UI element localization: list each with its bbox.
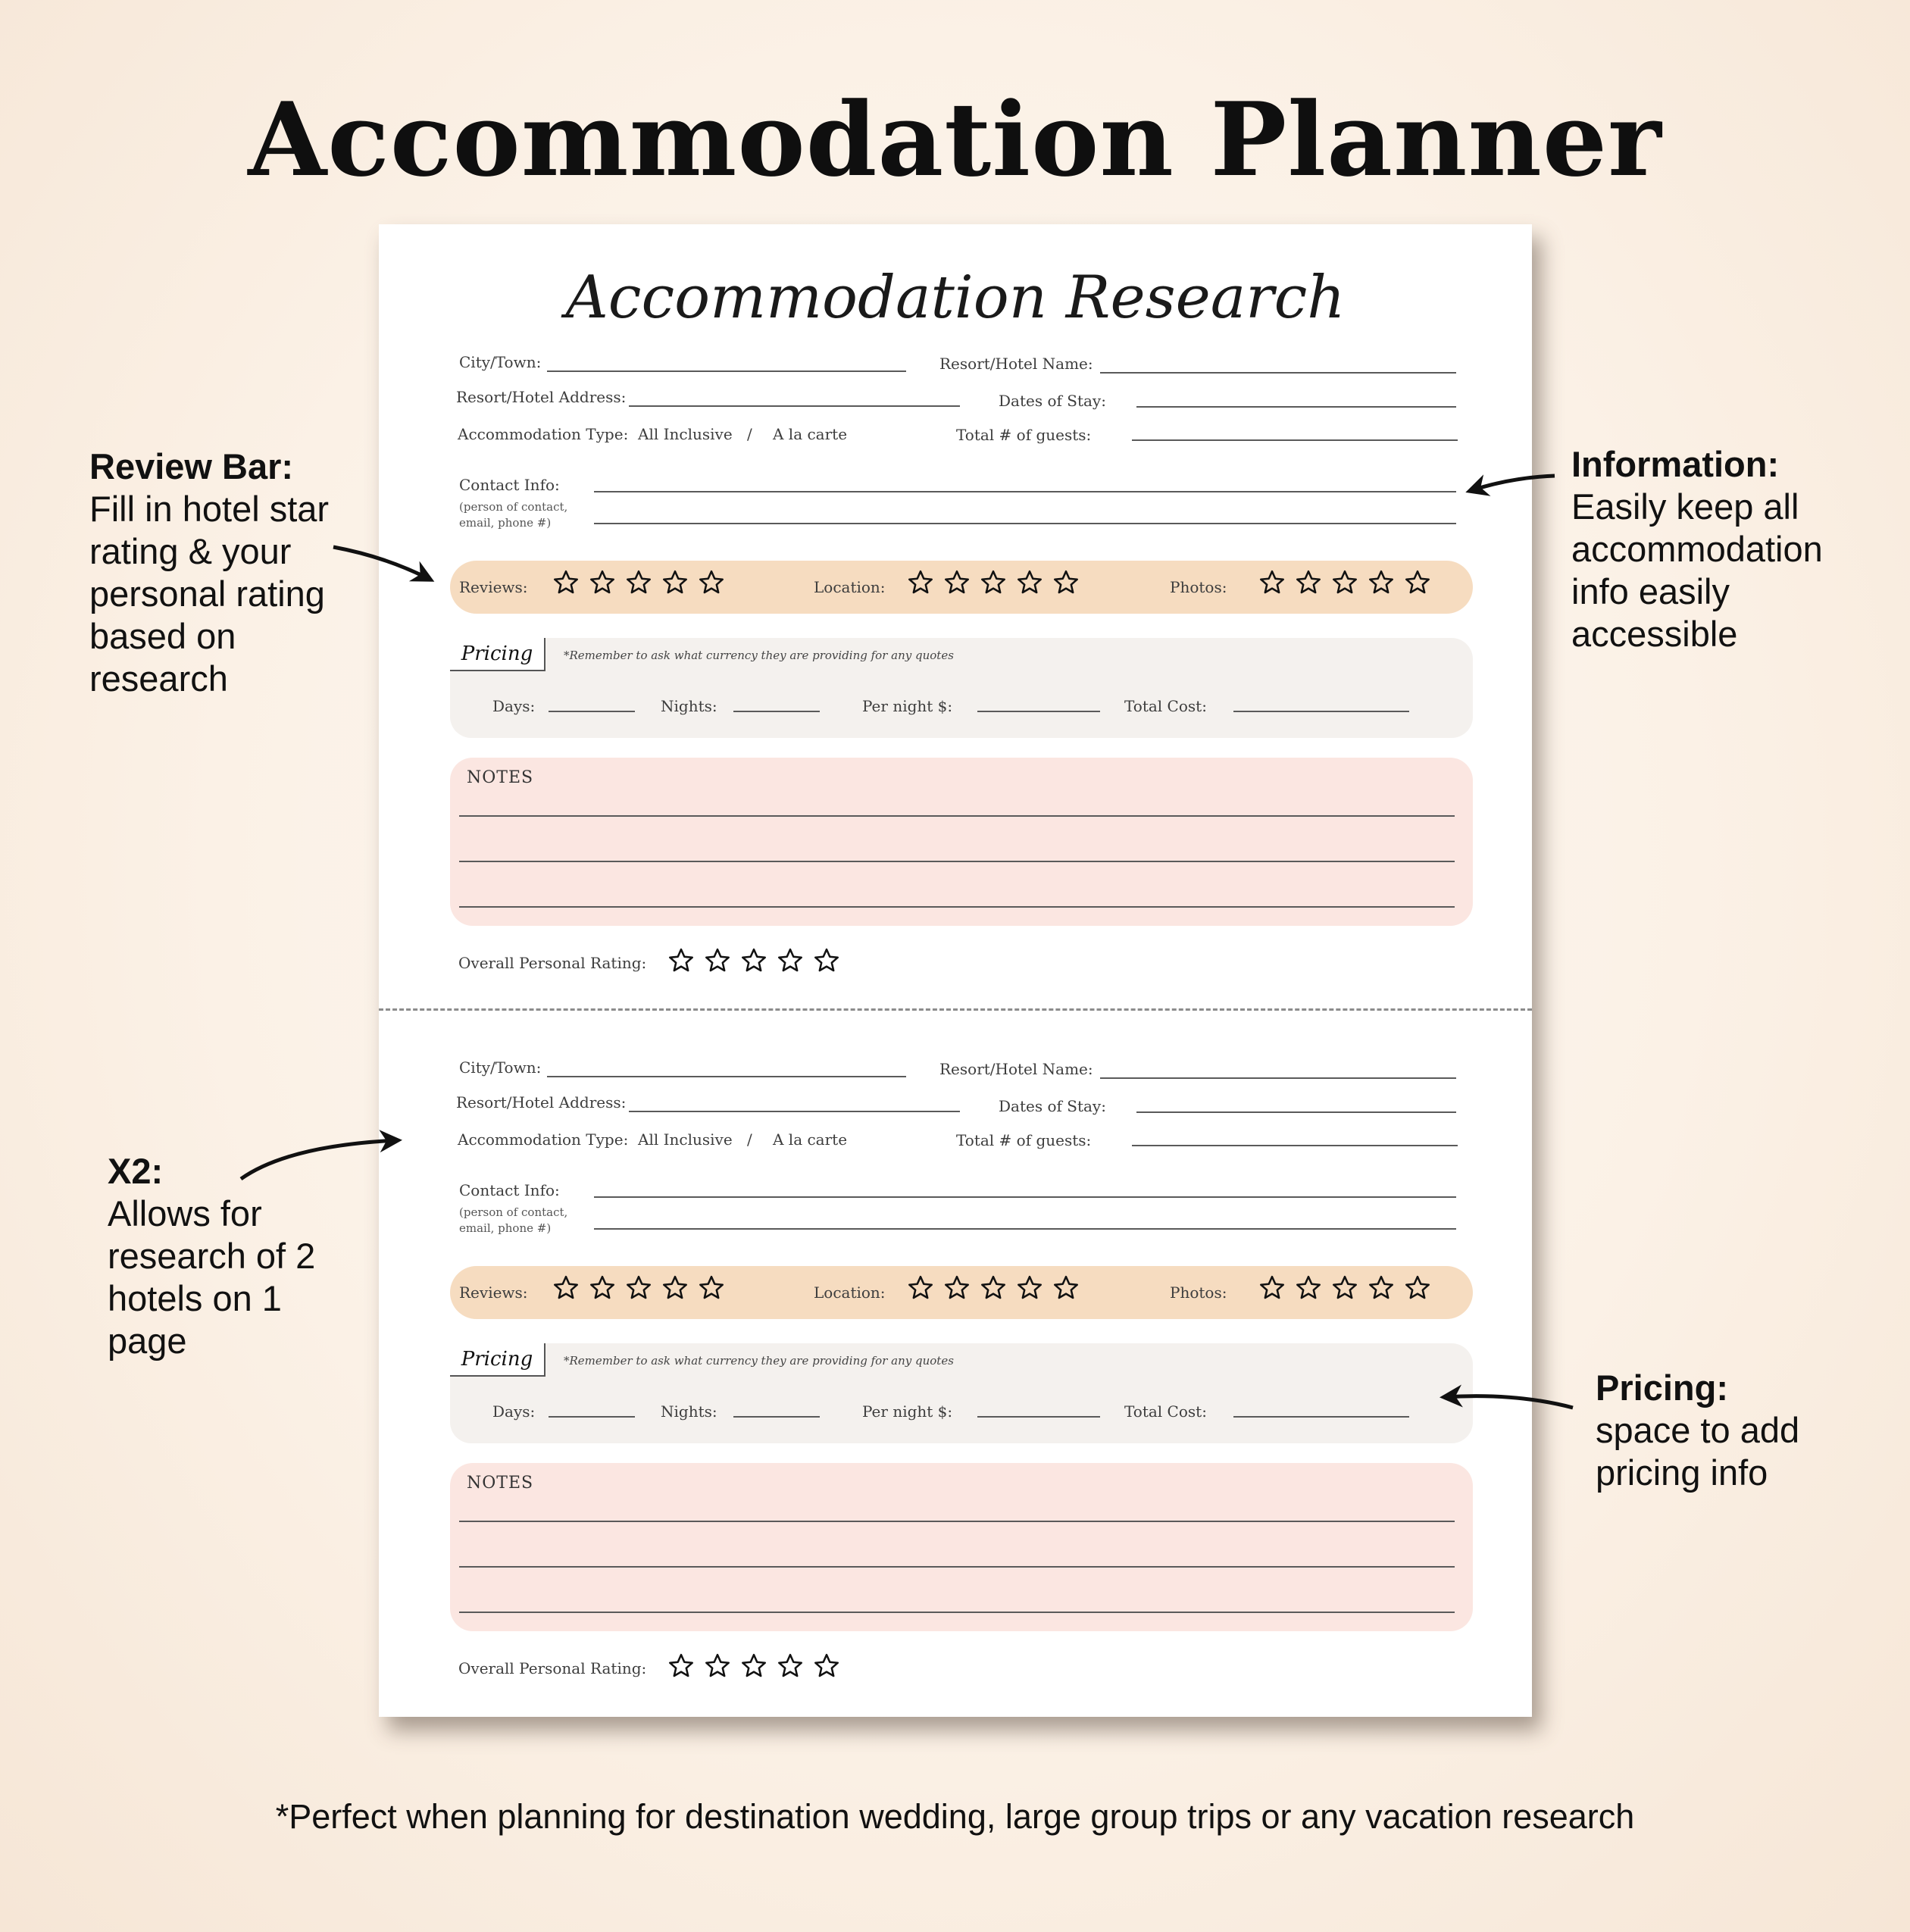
review-bar [450, 1266, 1473, 1319]
contact-sublabel: (person of contact, email, phone #) [459, 1205, 568, 1235]
star-outline-icon[interactable] [624, 568, 653, 597]
annotation-heading: X2: [108, 1151, 164, 1191]
total-cost-line[interactable] [1233, 711, 1409, 712]
contact-label: Contact Info: [459, 476, 560, 494]
star-outline-icon[interactable] [661, 1274, 689, 1302]
annotation-x2 [108, 1150, 315, 1362]
overall-rating-stars[interactable] [667, 1652, 841, 1680]
contact-line-1[interactable] [594, 1196, 1456, 1198]
research-section-1 [379, 224, 1532, 972]
page-title: Accommodation Planner [248, 80, 1662, 199]
sheet-title: Accommodation Research [565, 264, 1346, 332]
star-outline-icon[interactable] [1294, 568, 1323, 597]
star-outline-icon[interactable] [1052, 1274, 1080, 1302]
notes-box [450, 1463, 1473, 1631]
guests-label: Total # of guests: [956, 1131, 1092, 1149]
reviews-label: Reviews: [459, 1283, 528, 1302]
type-option-a-la-carte[interactable]: A la carte [773, 425, 848, 443]
address-line[interactable] [629, 405, 960, 407]
star-outline-icon[interactable] [906, 568, 935, 597]
star-outline-icon[interactable] [697, 568, 726, 597]
star-outline-icon[interactable] [703, 1652, 732, 1680]
star-outline-icon[interactable] [1015, 568, 1044, 597]
days-line[interactable] [549, 711, 635, 712]
review-bar [450, 561, 1473, 614]
per-night-label: Per night $: [862, 1402, 953, 1421]
per-night-line[interactable] [977, 711, 1100, 712]
type-option-a-la-carte[interactable]: A la carte [773, 1130, 848, 1149]
pricing-box [450, 1343, 1473, 1443]
star-outline-icon[interactable] [697, 1274, 726, 1302]
pricing-box [450, 638, 1473, 738]
nights-label: Nights: [661, 697, 717, 715]
star-outline-icon[interactable] [1294, 1274, 1323, 1302]
star-outline-icon[interactable] [588, 568, 617, 597]
photos-stars[interactable] [1258, 1274, 1432, 1302]
per-night-label: Per night $: [862, 697, 953, 715]
type-separator: / [747, 425, 752, 443]
research-section-2 [379, 930, 1532, 1677]
annotation-body: Fill in hotel star rating & your personal rating based on research [89, 489, 330, 699]
star-outline-icon[interactable] [588, 1274, 617, 1302]
reviews-label: Reviews: [459, 578, 528, 596]
annotation-body: space to add pricing info [1596, 1410, 1800, 1493]
annotation-body: Easily keep all accommodation info easily accessible [1571, 486, 1823, 654]
star-outline-icon[interactable] [552, 568, 580, 597]
contact-line-2[interactable] [594, 523, 1456, 524]
city-line[interactable] [547, 370, 906, 372]
star-outline-icon[interactable] [1330, 568, 1359, 597]
star-outline-icon[interactable] [1015, 1274, 1044, 1302]
star-outline-icon[interactable] [776, 1652, 805, 1680]
dates-line[interactable] [1136, 406, 1456, 408]
annotation-heading: Pricing: [1596, 1368, 1728, 1408]
notes-line-3[interactable] [459, 906, 1455, 908]
nights-label: Nights: [661, 1402, 717, 1421]
star-outline-icon[interactable] [1403, 1274, 1432, 1302]
pricing-tab: Pricing [450, 1343, 545, 1377]
star-outline-icon[interactable] [552, 1274, 580, 1302]
address-label: Resort/Hotel Address: [456, 388, 627, 406]
city-label: City/Town: [459, 1058, 542, 1077]
annotation-heading: Review Bar: [89, 446, 294, 486]
pricing-note: *Remember to ask what currency they are providing for any quotes [564, 649, 954, 662]
contact-line-2[interactable] [594, 1228, 1456, 1230]
annotation-pricing [1596, 1367, 1799, 1494]
pricing-tab: Pricing [450, 638, 545, 671]
type-option-all-inclusive[interactable]: All Inclusive [638, 425, 733, 443]
hotel-name-label: Resort/Hotel Name: [939, 355, 1093, 373]
star-outline-icon[interactable] [739, 1652, 768, 1680]
star-outline-icon[interactable] [667, 1652, 696, 1680]
overall-rating-label: Overall Personal Rating: [458, 1659, 647, 1677]
city-line[interactable] [547, 1076, 906, 1077]
overall-rating-label: Overall Personal Rating: [458, 954, 647, 972]
star-outline-icon[interactable] [1367, 568, 1396, 597]
total-cost-line[interactable] [1233, 1416, 1409, 1418]
notes-box [450, 758, 1473, 926]
notes-label: NOTES [467, 1474, 534, 1493]
dates-line[interactable] [1136, 1111, 1456, 1113]
star-outline-icon[interactable] [1330, 1274, 1359, 1302]
reviews-stars[interactable] [552, 1274, 726, 1302]
notes-line-2[interactable] [459, 1566, 1455, 1568]
type-label: Accommodation Type: [458, 1130, 629, 1149]
guests-line[interactable] [1132, 439, 1458, 441]
days-line[interactable] [549, 1416, 635, 1418]
star-outline-icon[interactable] [1367, 1274, 1396, 1302]
guests-line[interactable] [1132, 1145, 1458, 1146]
guests-label: Total # of guests: [956, 426, 1092, 444]
address-label: Resort/Hotel Address: [456, 1093, 627, 1111]
star-outline-icon[interactable] [942, 568, 971, 597]
days-label: Days: [492, 1402, 536, 1421]
planner-sheet [379, 224, 1532, 1717]
photos-stars[interactable] [1258, 568, 1432, 597]
reviews-stars[interactable] [552, 568, 726, 597]
location-stars[interactable] [906, 1274, 1080, 1302]
annotation-review-bar [89, 445, 329, 700]
star-outline-icon[interactable] [979, 1274, 1008, 1302]
star-outline-icon[interactable] [1258, 1274, 1286, 1302]
contact-sublabel: (person of contact, email, phone #) [459, 500, 568, 530]
star-outline-icon[interactable] [1258, 568, 1286, 597]
location-stars[interactable] [906, 568, 1080, 597]
annotation-heading: Information: [1571, 444, 1780, 484]
notes-label: NOTES [467, 768, 534, 787]
photos-label: Photos: [1170, 578, 1227, 596]
nights-line[interactable] [733, 711, 820, 712]
star-outline-icon[interactable] [942, 1274, 971, 1302]
contact-line-1[interactable] [594, 491, 1456, 492]
star-outline-icon[interactable] [624, 1274, 653, 1302]
total-cost-label: Total Cost: [1124, 697, 1207, 715]
days-label: Days: [492, 697, 536, 715]
star-outline-icon[interactable] [661, 568, 689, 597]
star-outline-icon[interactable] [906, 1274, 935, 1302]
footer-note: *Perfect when planning for destination wedding, large group trips or any vacation research [275, 1797, 1635, 1836]
type-option-all-inclusive[interactable]: All Inclusive [638, 1130, 733, 1149]
photos-label: Photos: [1170, 1283, 1227, 1302]
annotation-body: Allows for research of 2 hotels on 1 page [108, 1193, 316, 1361]
star-outline-icon[interactable] [812, 1652, 841, 1680]
star-outline-icon[interactable] [1052, 568, 1080, 597]
location-label: Location: [814, 1283, 886, 1302]
nights-line[interactable] [733, 1416, 820, 1418]
type-label: Accommodation Type: [458, 425, 629, 443]
location-label: Location: [814, 578, 886, 596]
per-night-line[interactable] [977, 1416, 1100, 1418]
hotel-name-line[interactable] [1100, 372, 1456, 374]
hotel-name-line[interactable] [1100, 1077, 1456, 1079]
star-outline-icon[interactable] [979, 568, 1008, 597]
hotel-name-label: Resort/Hotel Name: [939, 1060, 1093, 1078]
dates-label: Dates of Stay: [999, 1097, 1106, 1115]
notes-line-2[interactable] [459, 861, 1455, 862]
annotation-information [1571, 443, 1823, 655]
address-line[interactable] [629, 1111, 960, 1112]
dates-label: Dates of Stay: [999, 392, 1106, 410]
notes-line-3[interactable] [459, 1612, 1455, 1613]
total-cost-label: Total Cost: [1124, 1402, 1207, 1421]
contact-label: Contact Info: [459, 1181, 560, 1199]
star-outline-icon[interactable] [1403, 568, 1432, 597]
type-separator: / [747, 1130, 752, 1149]
notes-line-1[interactable] [459, 1521, 1455, 1522]
pricing-note: *Remember to ask what currency they are providing for any quotes [564, 1354, 954, 1368]
notes-line-1[interactable] [459, 815, 1455, 817]
city-label: City/Town: [459, 353, 542, 371]
